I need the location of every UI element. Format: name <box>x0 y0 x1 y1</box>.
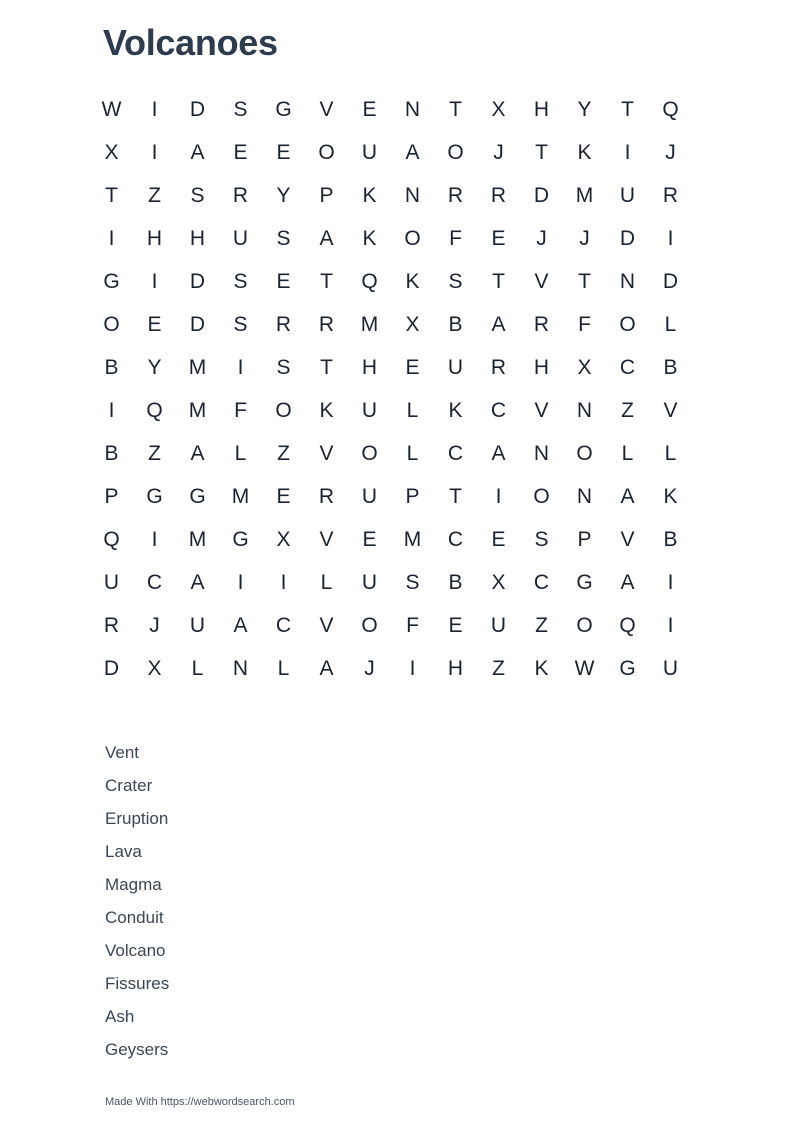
grid-cell[interactable]: X <box>276 527 291 551</box>
grid-cell[interactable]: H <box>189 226 206 250</box>
grid-cell[interactable]: V <box>319 97 334 121</box>
grid-cell[interactable]: I <box>151 140 158 164</box>
grid-cell[interactable]: D <box>103 656 120 680</box>
grid-cell[interactable]: N <box>232 656 249 680</box>
grid-cell[interactable]: V <box>534 269 549 293</box>
grid-cell[interactable]: F <box>578 312 591 336</box>
grid-cell[interactable]: I <box>667 570 674 594</box>
grid-cell[interactable]: T <box>320 355 333 379</box>
grid-cell[interactable]: Q <box>662 97 679 121</box>
grid-cell[interactable]: E <box>362 97 377 121</box>
grid-cell[interactable]: Q <box>619 613 636 637</box>
grid-cell[interactable]: Z <box>277 441 290 465</box>
grid-cell[interactable]: I <box>667 226 674 250</box>
grid-cell[interactable]: R <box>318 312 335 336</box>
word-list <box>105 736 169 1066</box>
word-list-item: Lava <box>105 842 142 861</box>
grid-cell[interactable]: O <box>361 441 378 465</box>
grid-cell[interactable]: N <box>404 183 421 207</box>
grid-cell[interactable]: U <box>361 140 378 164</box>
word-list-item: Vent <box>105 743 140 762</box>
grid-cell[interactable]: K <box>319 398 334 422</box>
grid-cell[interactable]: H <box>447 656 464 680</box>
grid-cell[interactable]: Z <box>148 441 161 465</box>
grid-cell[interactable]: T <box>320 269 333 293</box>
grid-cell[interactable]: X <box>405 312 420 336</box>
grid-cell[interactable]: A <box>620 570 635 594</box>
grid-cell[interactable]: T <box>105 183 118 207</box>
grid-cell[interactable]: M <box>360 312 379 336</box>
grid-cell[interactable]: T <box>578 269 591 293</box>
grid-cell[interactable]: B <box>663 527 678 551</box>
grid-cell[interactable]: I <box>108 398 115 422</box>
grid-cell[interactable]: G <box>576 570 593 594</box>
grid-cell[interactable]: P <box>104 484 119 508</box>
grid-cell[interactable]: O <box>619 312 636 336</box>
grid-cell[interactable]: U <box>447 355 464 379</box>
grid-cell[interactable]: E <box>276 140 291 164</box>
grid-cell[interactable]: M <box>403 527 422 551</box>
grid-cell[interactable]: V <box>620 527 635 551</box>
grid-cell[interactable]: S <box>233 269 248 293</box>
grid-cell[interactable]: T <box>535 140 548 164</box>
grid-cell[interactable]: L <box>191 656 204 680</box>
grid-cell[interactable]: Q <box>103 527 120 551</box>
grid-cell[interactable]: Z <box>148 183 161 207</box>
grid-cell[interactable]: J <box>579 226 590 250</box>
grid-cell[interactable]: Y <box>276 183 291 207</box>
grid-cell[interactable]: M <box>188 398 207 422</box>
grid-cell[interactable]: Q <box>146 398 163 422</box>
grid-cell[interactable]: S <box>534 527 549 551</box>
word-list-item: Conduit <box>105 908 164 927</box>
grid-cell[interactable]: I <box>151 269 158 293</box>
grid-cell[interactable]: L <box>320 570 333 594</box>
grid-cell[interactable]: X <box>491 570 506 594</box>
grid-cell[interactable]: E <box>491 226 506 250</box>
grid-cell[interactable]: L <box>406 441 419 465</box>
grid-cell[interactable]: I <box>409 656 416 680</box>
grid-cell[interactable]: S <box>276 226 291 250</box>
grid-cell[interactable]: E <box>276 269 291 293</box>
grid-cell[interactable]: C <box>490 398 507 422</box>
grid-cell[interactable]: N <box>619 269 636 293</box>
grid-cell[interactable]: X <box>491 97 506 121</box>
grid-cell[interactable]: L <box>664 312 677 336</box>
grid-cell[interactable]: U <box>361 570 378 594</box>
grid-cell[interactable]: I <box>237 570 244 594</box>
grid-cell[interactable]: O <box>318 140 335 164</box>
grid-cell[interactable]: O <box>533 484 550 508</box>
grid-cell[interactable]: J <box>493 140 504 164</box>
word-list-item: Eruption <box>105 809 169 828</box>
grid-cell[interactable]: G <box>189 484 206 508</box>
word-list-item: Crater <box>105 776 153 795</box>
grid-cell[interactable]: I <box>280 570 287 594</box>
grid-cell[interactable]: I <box>495 484 502 508</box>
grid-cell[interactable]: X <box>147 656 162 680</box>
grid-cell[interactable]: L <box>664 441 677 465</box>
grid-cell[interactable]: C <box>447 527 464 551</box>
footer-credit: Made With https://webwordsearch.com <box>105 1096 295 1108</box>
grid-cell[interactable]: N <box>404 97 421 121</box>
grid-cell[interactable]: G <box>103 269 120 293</box>
grid-cell[interactable]: J <box>665 140 676 164</box>
grid-cell[interactable]: M <box>231 484 250 508</box>
grid-cell[interactable]: S <box>190 183 205 207</box>
grid-cell[interactable]: A <box>491 312 506 336</box>
grid-cell[interactable]: D <box>662 269 679 293</box>
grid-cell[interactable]: Y <box>147 355 162 379</box>
grid-cell[interactable]: T <box>449 97 462 121</box>
grid-cell[interactable]: A <box>190 140 205 164</box>
grid-cell[interactable]: R <box>447 183 464 207</box>
grid-cell[interactable]: S <box>276 355 291 379</box>
grid-cell[interactable]: A <box>319 656 334 680</box>
grid-cell[interactable]: O <box>576 441 593 465</box>
grid-cell[interactable]: H <box>146 226 163 250</box>
grid-cell[interactable]: P <box>319 183 334 207</box>
grid-cell[interactable]: Z <box>535 613 548 637</box>
word-list-item: Magma <box>105 875 162 894</box>
grid-cell[interactable]: C <box>533 570 550 594</box>
grid-cell[interactable]: M <box>188 355 207 379</box>
grid-cell[interactable]: E <box>362 527 377 551</box>
grid-cell[interactable]: U <box>232 226 249 250</box>
grid-cell[interactable]: U <box>361 398 378 422</box>
grid-cell[interactable]: R <box>662 183 679 207</box>
grid-cell[interactable]: C <box>146 570 163 594</box>
grid-cell[interactable]: U <box>361 484 378 508</box>
grid-cell[interactable]: G <box>232 527 249 551</box>
grid-cell[interactable]: U <box>103 570 120 594</box>
word-list-item: Geysers <box>105 1040 169 1059</box>
grid-cell[interactable]: W <box>574 656 595 680</box>
grid-cell[interactable]: Q <box>361 269 378 293</box>
grid-cell[interactable]: E <box>147 312 162 336</box>
grid-cell[interactable]: X <box>577 355 592 379</box>
grid-cell[interactable]: L <box>406 398 419 422</box>
grid-cell[interactable]: T <box>492 269 505 293</box>
grid-cell[interactable]: W <box>101 97 122 121</box>
grid-cell[interactable]: P <box>405 484 420 508</box>
grid-cell[interactable]: E <box>276 484 291 508</box>
grid-cell[interactable]: I <box>624 140 631 164</box>
page-title: Volcanoes <box>103 22 278 63</box>
grid-cell[interactable]: O <box>103 312 120 336</box>
grid-cell[interactable]: J <box>364 656 375 680</box>
grid-cell[interactable]: K <box>362 226 377 250</box>
letter-grid <box>90 88 692 690</box>
grid-cell[interactable]: V <box>534 398 549 422</box>
grid-cell[interactable]: D <box>533 183 550 207</box>
grid-cell[interactable]: S <box>448 269 463 293</box>
grid-cell[interactable]: O <box>447 140 464 164</box>
grid-cell[interactable]: U <box>619 183 636 207</box>
grid-cell[interactable]: C <box>447 441 464 465</box>
grid-cell[interactable]: R <box>533 312 550 336</box>
grid-cell[interactable]: E <box>448 613 463 637</box>
grid-cell[interactable]: G <box>275 97 292 121</box>
grid-cell[interactable]: R <box>232 183 249 207</box>
grid-cell[interactable]: A <box>190 570 205 594</box>
grid-cell[interactable]: C <box>619 355 636 379</box>
grid-cell[interactable]: A <box>190 441 205 465</box>
grid-cell[interactable]: S <box>233 312 248 336</box>
word-list-item: Fissures <box>105 974 170 993</box>
grid-cell[interactable]: O <box>361 613 378 637</box>
grid-cell[interactable]: B <box>104 441 119 465</box>
grid-cell[interactable]: L <box>621 441 634 465</box>
grid-cell[interactable]: P <box>577 527 592 551</box>
grid-cell[interactable]: E <box>405 355 420 379</box>
grid-cell[interactable]: K <box>448 398 463 422</box>
grid-cell[interactable]: R <box>275 312 292 336</box>
grid-cell[interactable]: R <box>318 484 335 508</box>
grid-cell[interactable]: I <box>237 355 244 379</box>
grid-cell[interactable]: K <box>534 656 549 680</box>
grid-cell[interactable]: F <box>234 398 247 422</box>
grid-cell[interactable]: D <box>189 97 206 121</box>
grid-cell[interactable]: G <box>146 484 163 508</box>
grid-cell[interactable]: I <box>667 613 674 637</box>
grid-cell[interactable]: O <box>275 398 292 422</box>
grid-cell[interactable]: I <box>151 527 158 551</box>
grid-cell[interactable]: R <box>490 355 507 379</box>
grid-cell[interactable]: H <box>533 97 550 121</box>
grid-cell[interactable]: I <box>108 226 115 250</box>
grid-cell[interactable]: V <box>319 527 334 551</box>
grid-cell[interactable]: S <box>405 570 420 594</box>
grid-cell[interactable]: F <box>449 226 462 250</box>
grid-cell[interactable]: A <box>233 613 248 637</box>
grid-cell[interactable]: M <box>188 527 207 551</box>
grid-cell[interactable]: Y <box>577 97 592 121</box>
grid-cell[interactable]: K <box>405 269 420 293</box>
grid-cell[interactable]: B <box>104 355 119 379</box>
grid-cell[interactable]: Z <box>492 656 505 680</box>
grid-cell[interactable]: A <box>319 226 334 250</box>
grid-cell[interactable]: C <box>275 613 292 637</box>
grid-cell[interactable]: X <box>104 140 119 164</box>
grid-cell[interactable]: B <box>663 355 678 379</box>
grid-cell[interactable]: N <box>576 484 593 508</box>
grid-cell[interactable]: H <box>533 355 550 379</box>
grid-cell[interactable]: V <box>319 441 334 465</box>
grid-cell[interactable]: E <box>491 527 506 551</box>
grid-cell[interactable]: M <box>575 183 594 207</box>
grid-cell[interactable]: K <box>577 140 592 164</box>
grid-cell[interactable]: R <box>490 183 507 207</box>
grid-cell[interactable]: V <box>663 398 678 422</box>
grid-cell[interactable]: U <box>662 656 679 680</box>
word-list-item: Volcano <box>105 941 166 960</box>
grid-cell[interactable]: K <box>663 484 678 508</box>
grid-cell[interactable]: O <box>404 226 421 250</box>
grid-cell[interactable]: V <box>319 613 334 637</box>
grid-cell[interactable]: A <box>491 441 506 465</box>
grid-cell[interactable]: S <box>233 97 248 121</box>
grid-cell[interactable]: J <box>149 613 160 637</box>
grid-cell[interactable]: T <box>449 484 462 508</box>
grid-cell[interactable]: F <box>406 613 419 637</box>
grid-cell[interactable]: B <box>448 570 463 594</box>
grid-cell[interactable]: L <box>234 441 247 465</box>
word-list-item: Ash <box>105 1007 135 1026</box>
grid-cell[interactable]: H <box>361 355 378 379</box>
grid-cell[interactable]: B <box>448 312 463 336</box>
grid-cell[interactable]: O <box>576 613 593 637</box>
grid-cell[interactable]: D <box>189 269 206 293</box>
grid-cell[interactable]: L <box>277 656 290 680</box>
grid-cell[interactable]: Z <box>621 398 634 422</box>
grid-cell[interactable]: U <box>490 613 507 637</box>
grid-cell[interactable]: A <box>405 140 420 164</box>
grid-cell[interactable]: N <box>576 398 593 422</box>
grid-cell[interactable]: E <box>233 140 248 164</box>
grid-cell[interactable]: J <box>536 226 547 250</box>
grid-cell[interactable]: T <box>621 97 634 121</box>
grid-cell[interactable]: U <box>189 613 206 637</box>
grid-cell[interactable]: R <box>103 613 120 637</box>
grid-cell[interactable]: N <box>533 441 550 465</box>
grid-cell[interactable]: D <box>189 312 206 336</box>
grid-cell[interactable]: K <box>362 183 377 207</box>
grid-cell[interactable]: I <box>151 97 158 121</box>
grid-cell[interactable]: D <box>619 226 636 250</box>
grid-cell[interactable]: G <box>619 656 636 680</box>
grid-cell[interactable]: A <box>620 484 635 508</box>
